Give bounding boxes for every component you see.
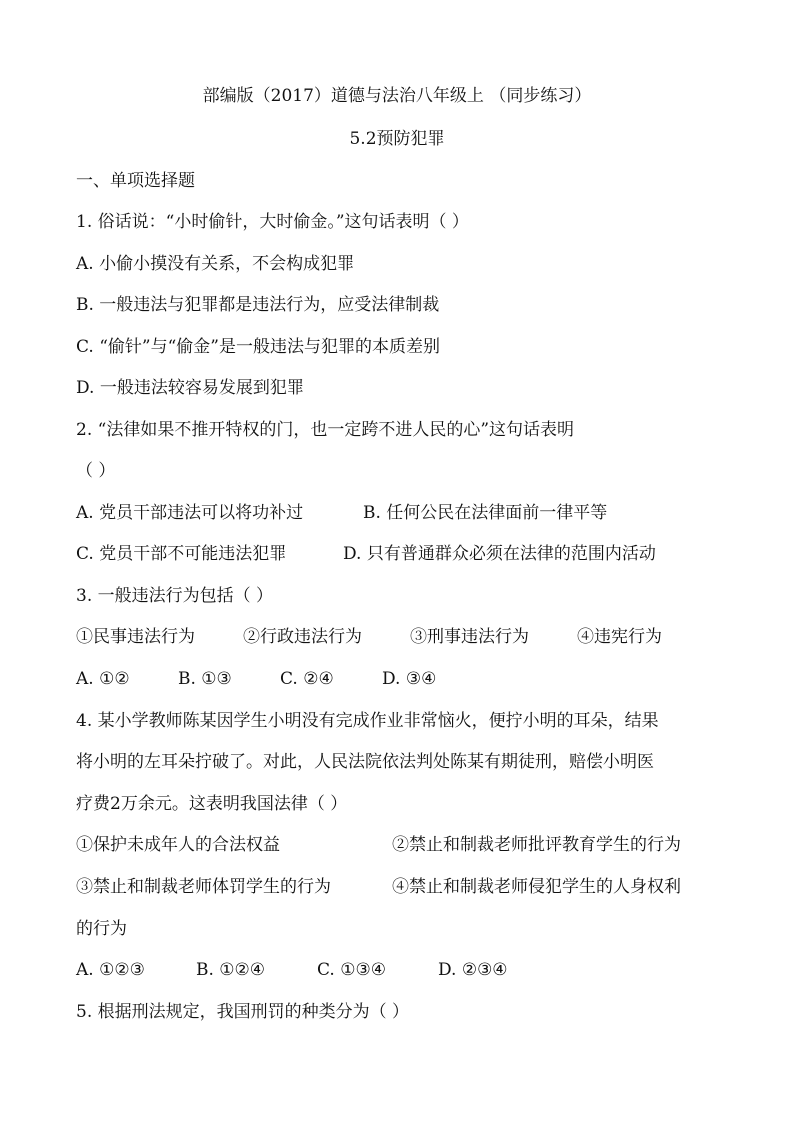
question-3-item-4: ④违宪行为 [577,627,662,647]
question-4-stem-line-3: 疗费2万余元。这表明我国法律（ ） [76,794,348,814]
question-2-stem: 2. “法律如果不推开特权的门，也一定跨不进人民的心”这句话表明 [76,420,575,440]
question-2-answer-blank: （ ） [76,461,116,481]
question-4-item-4-continued: 的行为 [76,919,127,939]
question-1-option-c: C. “偷针”与“偷金”是一般违法与犯罪的本质差别 [76,337,440,357]
question-4-item-1: ①保护未成年人的合法权益 [76,835,280,855]
question-4-option-a: A. ①②③ [76,960,145,980]
question-4-option-d: D. ②③④ [438,960,508,980]
question-1-option-b: B. 一般违法与犯罪都是违法行为，应受法律制裁 [76,295,440,315]
section-heading: 一、单项选择题 [76,171,195,191]
question-1-option-d: D. 一般违法较容易发展到犯罪 [76,378,304,398]
question-5-stem: 5. 根据刑法规定，我国刑罚的种类分为（ ） [76,1002,410,1022]
question-4-option-c: C. ①③④ [317,960,386,980]
question-3-option-a: A. ①② [76,669,130,689]
question-4-stem-line-1: 4. 某小学教师陈某因学生小明没有完成作业非常恼火，便拧小明的耳朵，结果 [76,711,659,731]
question-4-stem-line-2: 将小明的左耳朵拧破了。对此，人民法院依法判处陈某有期徒刑，赔偿小明医 [76,752,654,772]
question-3-option-b: B. ①③ [178,669,232,689]
question-4-item-4: ④禁止和制裁老师侵犯学生的人身权利 [392,877,681,897]
question-3-option-d: D. ③④ [382,669,437,689]
question-3-item-3: ③刑事违法行为 [410,627,529,647]
question-3-item-2: ②行政违法行为 [243,627,362,647]
question-2-option-d: D. 只有普通群众必须在法律的范围内活动 [343,544,656,564]
question-2-option-b: B. 任何公民在法律面前一律平等 [363,503,608,523]
document-title: 部编版（2017）道德与法治八年级上 （同步练习） [202,86,592,106]
question-1-option-a: A. 小偷小摸没有关系，不会构成犯罪 [76,254,355,274]
question-3-item-1: ①民事违法行为 [76,627,195,647]
question-4-item-2: ②禁止和制裁老师批评教育学生的行为 [392,835,681,855]
question-2-option-c: C. 党员干部不可能违法犯罪 [76,544,287,564]
question-4-item-3: ③禁止和制裁老师体罚学生的行为 [76,877,331,897]
document-subtitle: 5.2预防犯罪 [349,129,445,149]
question-3-option-c: C. ②④ [280,669,334,689]
question-4-option-b: B. ①②④ [196,960,266,980]
question-2-option-a: A. 党员干部违法可以将功补过 [76,503,304,523]
question-1-stem: 1. 俗话说：“小时偷针，大时偷金。”这句话表明（ ） [76,212,469,232]
question-3-stem: 3. 一般违法行为包括（ ） [76,586,274,606]
